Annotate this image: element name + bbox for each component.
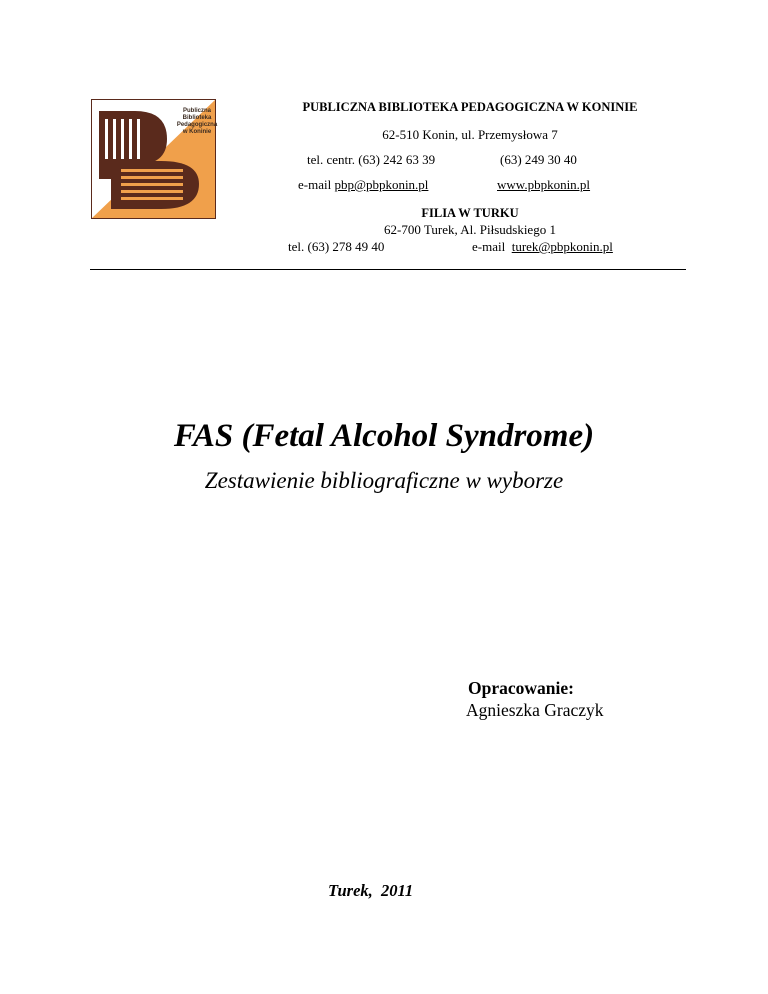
library-logo <box>91 99 216 219</box>
institution-address: 62-510 Konin, ul. Przemysłowa 7 <box>382 127 558 142</box>
logo-stripe-lower <box>121 169 183 172</box>
logo-text <box>175 108 219 136</box>
phone-second: (63) 249 30 40 <box>500 152 577 167</box>
logo-stripe-upper <box>137 119 140 159</box>
header-divider <box>90 269 686 270</box>
logo-stripe-upper <box>105 119 108 159</box>
logo-stripe-lower <box>121 176 183 179</box>
logo-stripe-upper <box>113 119 116 159</box>
prepared-by-label: Opracowanie: <box>468 678 574 698</box>
logo-stripe-lower <box>121 197 183 200</box>
email-label: e-mail <box>298 177 335 192</box>
email-link[interactable]: pbp@pbpkonin.pl <box>334 177 429 192</box>
logo-text-line-1: Publiczna <box>182 108 211 114</box>
logo-stripe-lower <box>121 190 183 193</box>
branch-address: 62-700 Turek, Al. Piłsudskiego 1 <box>384 222 556 237</box>
branch-email-link[interactable]: turek@pbpkonin.pl <box>511 239 613 254</box>
logo-stripe-upper <box>121 119 124 159</box>
institution-name: PUBLICZNA BIBLIOTEKA PEDAGOGICZNA W KONINIE <box>302 100 638 114</box>
branch-title: FILIA W TURKU <box>421 206 519 220</box>
place-and-year: Turek, 2011 <box>328 881 414 900</box>
logo-stripe-lower <box>121 183 183 186</box>
document-subtitle: Zestawienie bibliograficzne w wyborze <box>204 468 564 493</box>
phone-central: tel. centr. (63) 242 63 39 <box>307 152 436 167</box>
logo-stripe-upper <box>129 119 132 159</box>
logo-text-line-2: Biblioteka <box>182 115 212 121</box>
website-link[interactable]: www.pbpkonin.pl <box>497 177 591 192</box>
email-line <box>298 177 428 193</box>
branch-email-label: e-mail <box>472 239 512 254</box>
branch-phone: tel. (63) 278 49 40 <box>288 239 385 254</box>
prepared-by-name: Agnieszka Graczyk <box>466 700 604 720</box>
document-title: FAS (Fetal Alcohol Syndrome) <box>173 418 595 454</box>
logo-text-line-4: w Koninie <box>182 129 212 135</box>
logo-text-line-3: Pedagogiczna <box>176 122 218 128</box>
branch-email-line <box>472 239 613 255</box>
